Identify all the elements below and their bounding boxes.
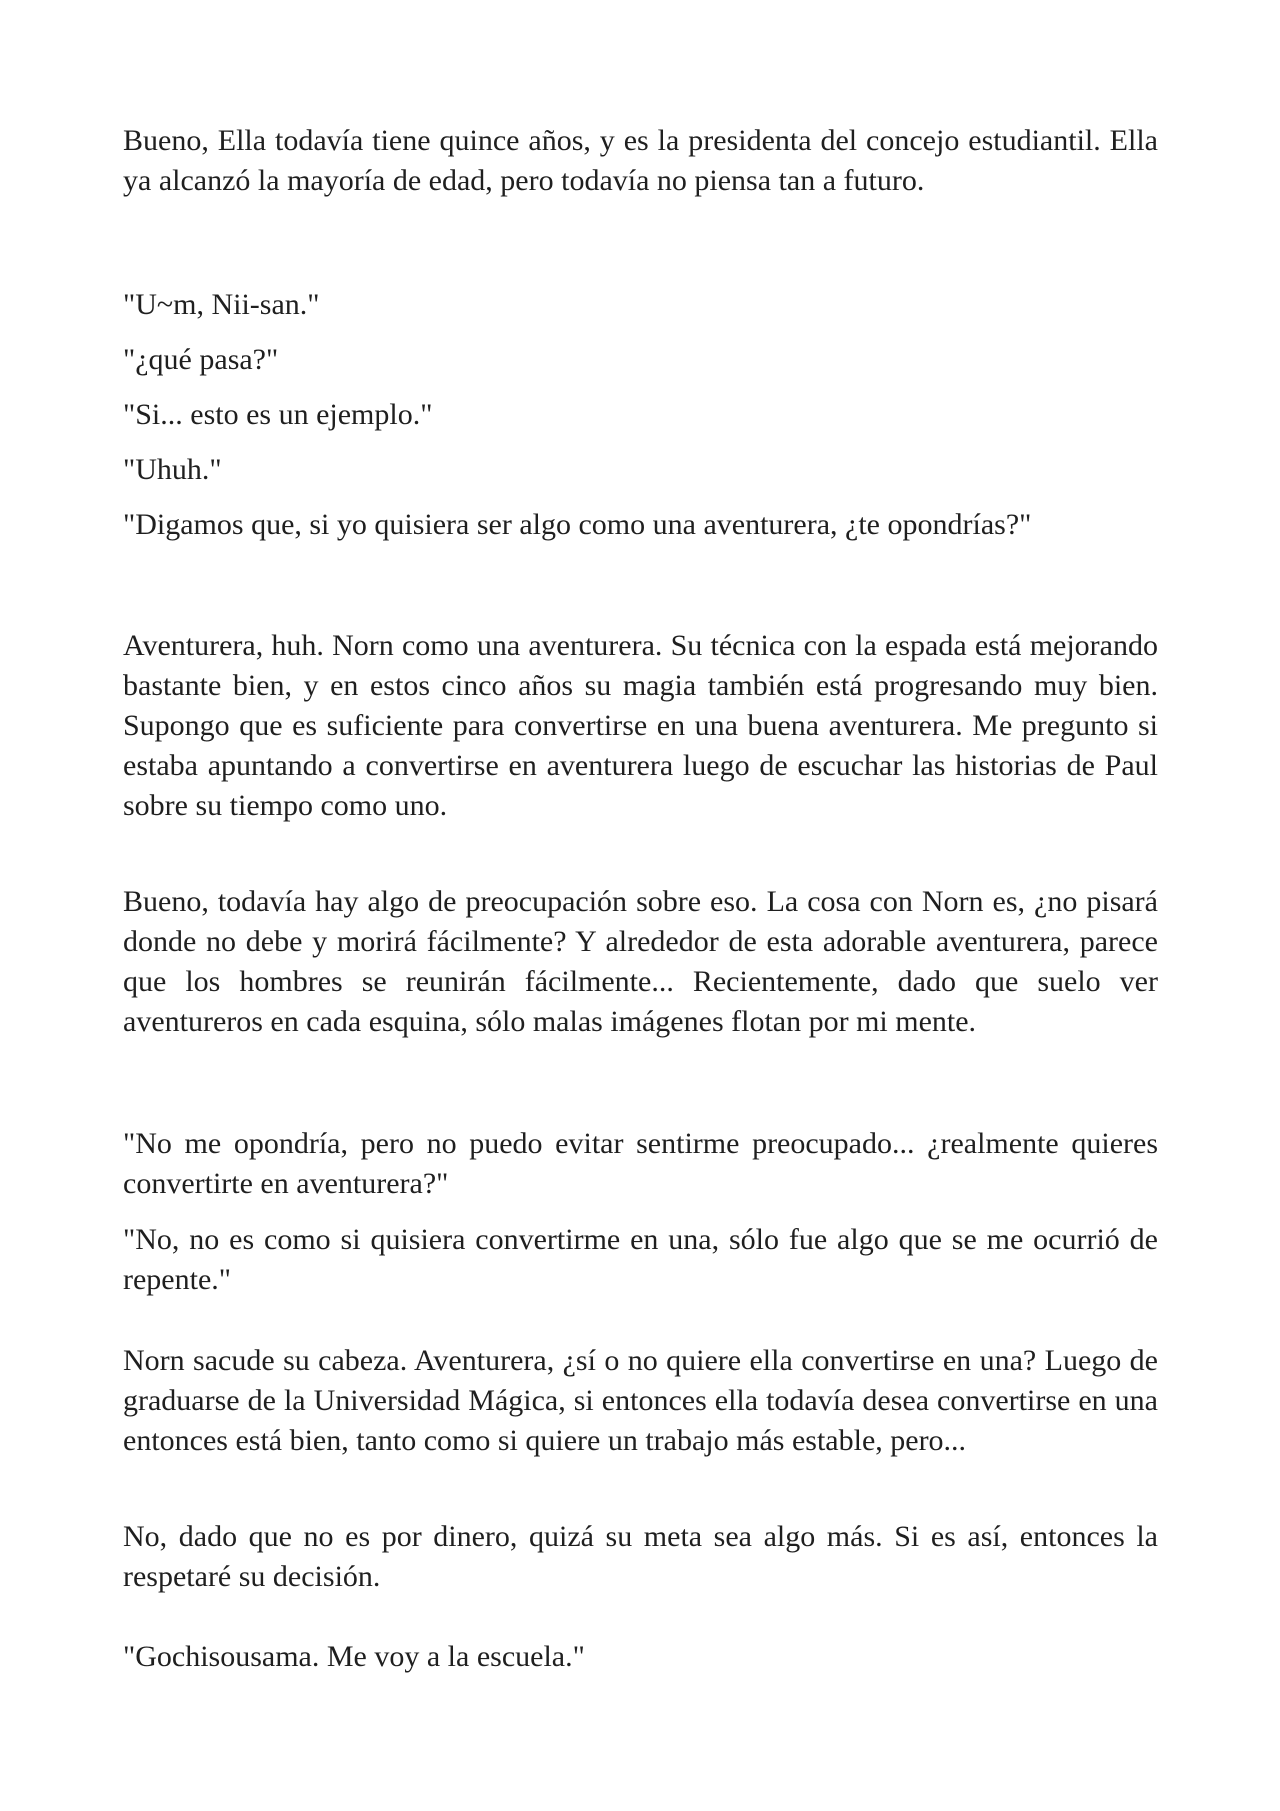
dialogue-line: "Uhuh." [123,453,222,486]
dialogue-line: "Si... esto es un ejemplo." [123,398,433,431]
dialogue-line: "Gochisousama. Me voy a la escuela." [123,1640,585,1673]
dialogue-line: "No me opondría, pero no puedo evitar sentirme preocupado... ¿realmente quieres convertirte en aventurera?" [123,1127,1158,1200]
dialogue-line: "¿qué pasa?" [123,343,279,376]
dialogue-line: "Digamos que, si yo quisiera ser algo como una aventurera, ¿te opondrías?" [123,508,1032,541]
narration-paragraph: Bueno, todavía hay algo de preocupación sobre eso. La cosa con Norn es, ¿no pisará donde no debe y morirá fácilmente? Y alrededor de esta adorable aventurera, parece que los hombres se reunirán fácilmente... Recientemente, dado que suelo ver aventureros en cada esquina, sólo malas imágenes flotan por mi mente. [123,885,1158,1038]
narration-paragraph: No, dado que no es por dinero, quizá su meta sea algo más. Si es así, entonces la respetaré su decisión. [123,1520,1158,1593]
narration-paragraph: Aventurera, huh. Norn como una aventurera. Su técnica con la espada está mejorando bastante bien, y en estos cinco años su magia también está progresando muy bien. Supongo que es suficiente para convertirse en una buena aventurera. Me pregunto si estaba apuntando a convertirse en aventurera luego de escuchar las historias de Paul sobre su tiempo como uno. [123,629,1158,822]
narration-paragraph: Bueno, Ella todavía tiene quince años, y es la presidenta del concejo estudiantil. Ella ya alcanzó la mayoría de edad, pero todavía no piensa tan a futuro. [123,124,1158,197]
narration-paragraph: Norn sacude su cabeza. Aventurera, ¿sí o no quiere ella convertirse en una? Luego de graduarse de la Universidad Mágica, si entonces ella todavía desea convertirse en una entonces está bien, tanto como si quiere un trabajo más estable, pero... [123,1344,1158,1457]
dialogue-line: "No, no es como si quisiera convertirme en una, sólo fue algo que se me ocurrió de repente." [123,1223,1158,1296]
dialogue-line: "U~m, Nii-san." [123,288,320,321]
